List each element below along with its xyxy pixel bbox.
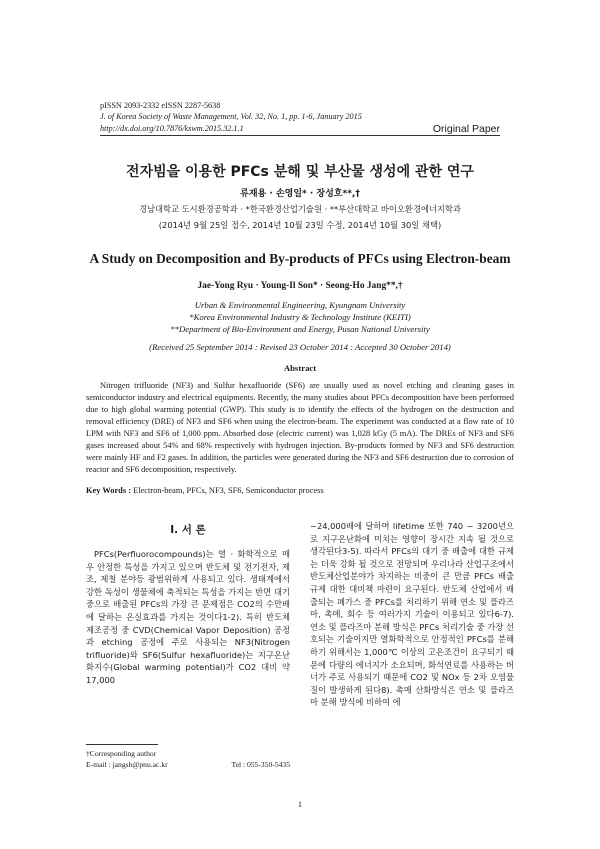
section-title: I. 서 론 bbox=[170, 524, 206, 536]
english-authors: Jae-Yong Ryu · Young-Il Son* · Seong-Ho Jang**,† bbox=[197, 281, 403, 291]
journal-header bbox=[100, 100, 362, 134]
body-paragraph: PFCs(Perfluorocompounds)는 열 · 화학적으로 매우 안정한 특성을 가지고 있으며 반도체 및 전기전자, 제조, 제철 분야등 광범위하게 사용되고 있다. 생태계에서 강한 독성이 생물체에 축적되는 특성을 가지는 반면 대기 중으로 배출된 PFCs의 가장 큰 문제점은 CO2의 수만배에 달하는 온실효과를 가지는 것이다1-2). 특히 반도체 제조공정 중 CVD(Chemical Vapor Deposition) 공정과 etching 공정에 주로 사용되는 NF3(Nitrogen trifluoride)와 SF6(Sulfur hexafluoride)는 지구온난화지수(Global warming potential)가 CO2 대비 약 17,000 bbox=[86, 549, 290, 685]
affiliation-3: **Department of Bio-Environment and Energy, Pusan National University bbox=[170, 324, 430, 335]
article-type-label: Original Paper bbox=[432, 123, 500, 135]
affiliation-1: Urban & Environmental Engineering, Kyungnam University bbox=[194, 300, 406, 310]
footnote-divider bbox=[86, 744, 158, 745]
english-title: A Study on Decomposition and By-products of PFCs using Electron-beam bbox=[89, 251, 511, 266]
corresponding-author-label: †Corresponding author bbox=[86, 749, 157, 758]
english-affiliations bbox=[0, 299, 600, 336]
author-phone: Tel : 055-350-5435 bbox=[231, 759, 290, 769]
korean-dates: (2014년 9월 25일 접수, 2014년 10월 23일 수정, 2014년 10월 30일 채택) bbox=[158, 220, 442, 230]
english-dates: (Received 25 September 2014 : Revised 23 October 2014 : Accepted 30 October 2014) bbox=[149, 342, 451, 352]
doi-link[interactable]: http://dx.doi.org/10.7876/kswm.2015.32.1.1 bbox=[100, 123, 244, 133]
keywords-label: Key Words : bbox=[86, 486, 131, 495]
keywords-list: Electron-beam, PFCs, NF3, SF6, Semiconductor process bbox=[130, 486, 324, 495]
abstract-body bbox=[86, 380, 514, 476]
issn-line: pISSN 2093-2332 eISSN 2287-5638 bbox=[100, 101, 221, 110]
right-column bbox=[310, 520, 514, 709]
author-email: E-mail : jangsh@pnu.ac.kr bbox=[86, 759, 168, 769]
page-number: 1 bbox=[297, 800, 303, 809]
korean-title: 전자빔을 이용한 PFCs 분해 및 부산물 생성에 관한 연구 bbox=[126, 164, 474, 180]
affiliation-2: *Korea Environmental Industry & Technology Institute (KEITI) bbox=[189, 312, 411, 323]
keywords bbox=[86, 486, 514, 495]
abstract-text: Nitrogen trifluoride (NF3) and Sulfur hexafluoride (SF6) are usually used as novel etching and cleaning gases in semiconductor industry and electrical equipments. Recently, the many studies about PFCs decomposition have been performed due to high global warming potential (GWP). This study is to identify the effects of the hydrogen on the destruction and removal efficiency (DRE) of NF3 and SF6 when using the electron-beam. The experiment was conducted at a flow rate of 10 LPM with NF3 and SF6 of 1,000 ppm. Absorbed dose (electric current) was 1,028 kGy (5 mA). The DREs of NF3 and SF6 gases increased about 54% and 68% respectively with hydrogen injection. By-products formed by NF3 and SF6 destruction were mainly HF and F2 gases. In addition, the particles were generated during the NF3 and SF6 destruction due to corrosion of reactor and SF6 decomposition, respectively. bbox=[86, 381, 514, 475]
left-column bbox=[86, 548, 290, 687]
body-paragraph: ~24,000배에 달하며 lifetime 또한 740 ~ 3200년으로 지구온난화에 미치는 영향이 장시간 지속 될 것으로 생각된다3-5). 따라서 PFCs의 대기 중 배출에 대한 규제는 더욱 강화 될 것으로 전망되며 우리나라 산업구조에서 반도체산업분야가 차지하는 비중이 큰 만큼 PFCs 배출 규제 대한 대비책 마련이 요구된다. 반도체 산업에서 배출되는 폐가스 중 PFCs를 처리하기 위해 연소 및 플라즈마, 촉매, 회수 등 여러가지 기술이 이용되고 있다6-7). 연소 및 플라즈마 분해 방식은 PFCs 처리기술 중 가장 선호되는 기술이지만 열화학적으로 안정적인 PFCs를 분해하기 위해서는 1,000℃ 이상의 고온조건이 요구되기 때문에 다량의 에너지가 소요되며, 화석연료를 사용하는 버너가 주로 사용되기 때문에 CO2 및 NOx 등 2차 오염물질이 발생하게 된다8). 촉매 산화방식은 연소 및 플라즈마 분해 방식에 비하여 에 bbox=[310, 521, 514, 708]
korean-authors: 류재용 · 손영일* · 장성호**,† bbox=[240, 189, 360, 199]
abstract-heading: Abstract bbox=[283, 363, 317, 373]
footnote bbox=[86, 749, 290, 771]
korean-affiliations: 경남대학교 도시환경공학과 · *한국환경산업기술원 · **부산대학교 바이오환경에너지학과 bbox=[138, 204, 462, 214]
header-divider bbox=[100, 135, 500, 136]
journal-citation: J. of Korea Society of Waste Management, Vol. 32, No. 1, pp. 1-6, January 2015 bbox=[100, 112, 362, 122]
